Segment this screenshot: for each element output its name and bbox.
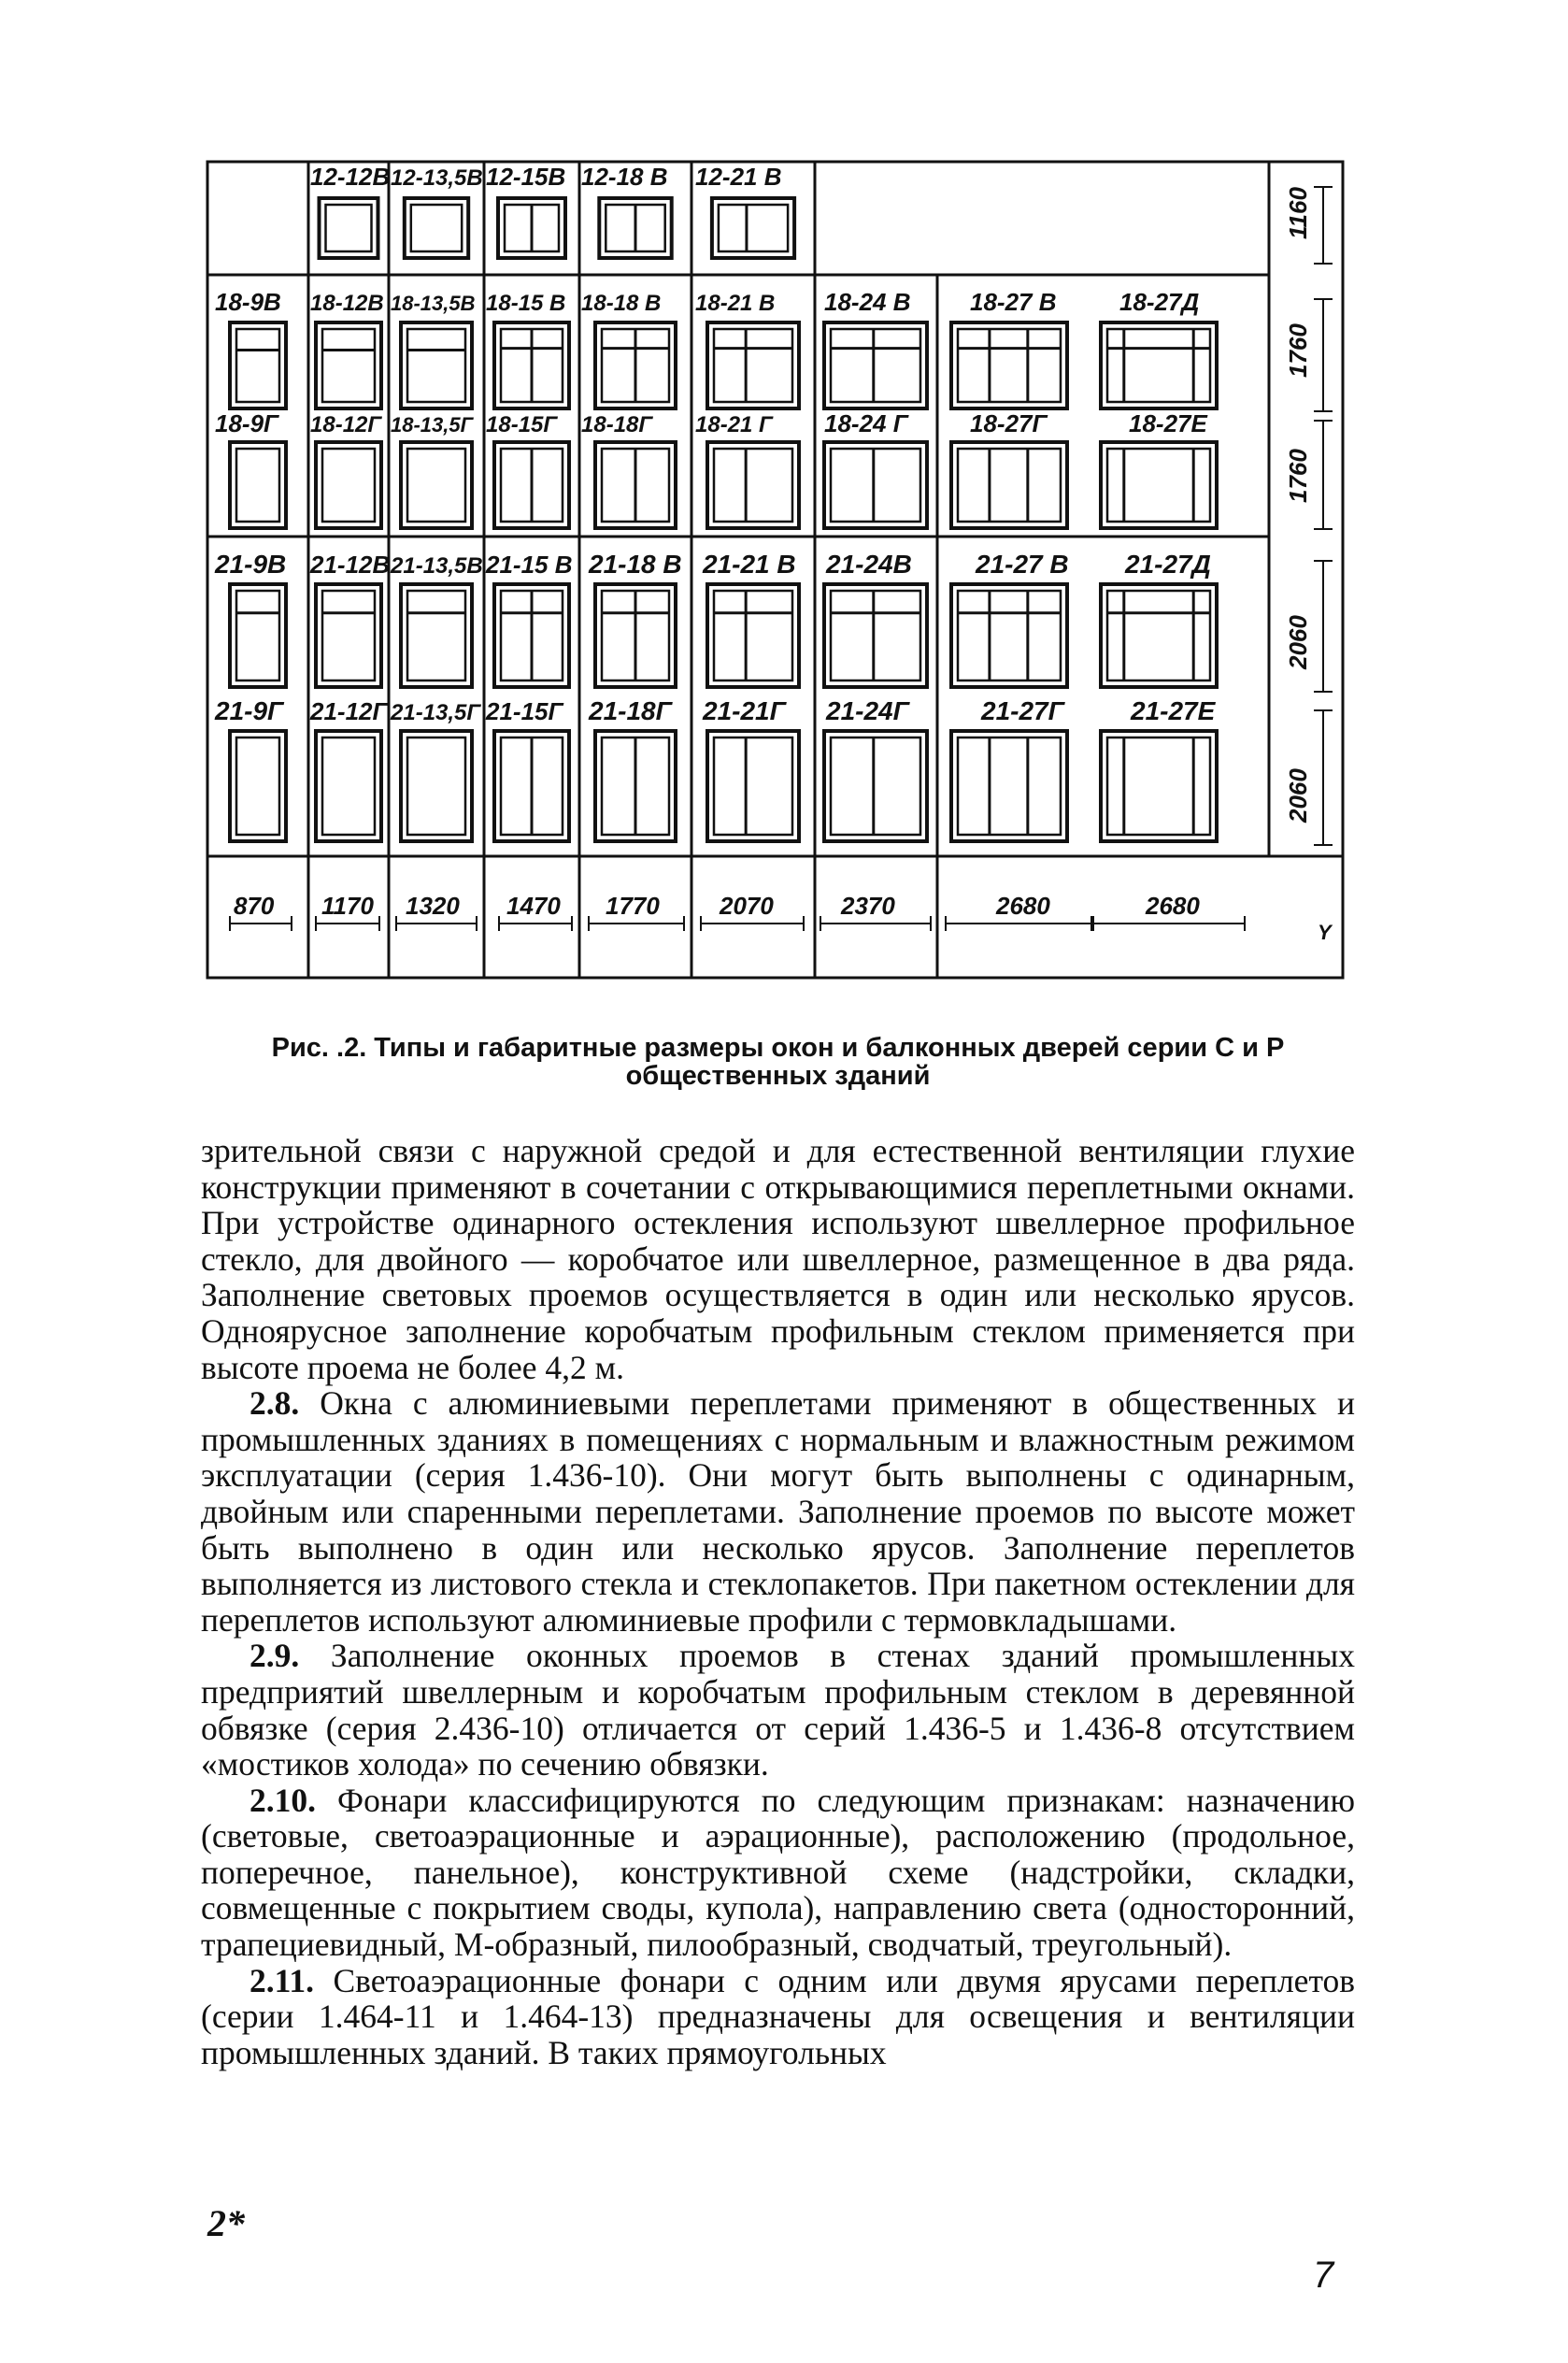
paragraph-text: Светоаэрационные фонари с одним или двумя ярусами переплетов (серии 1.464-11 и 1.464-13) предназначены для освещения и вентиляции промышленных зданий. В таких прямоугольных: [201, 1961, 1355, 2071]
label-21-24v: 21-24В: [826, 550, 912, 579]
window-row2-top-3: [494, 322, 569, 408]
paragraph-2-10: [201, 1783, 1355, 1963]
window-row3-top-8: [1101, 584, 1217, 687]
caption-label: Рис. .2.: [271, 1033, 367, 1063]
height-dim-5: 2060: [1284, 768, 1312, 823]
window-row2-top-7: [951, 322, 1067, 408]
paragraph-number: 2.11.: [249, 1961, 315, 1999]
height-dim-4: 2060: [1284, 615, 1312, 669]
paragraph-text: Окна с алюминиевыми переплетами применяют в общественных и промышленных зданиях в помещениях с нормальным и влажностным режимом эксплуатации (серия 1.436-10). Они могут быть выполнены с одинарным, двойным или спаренными переплетами. Заполнение проемов по высоте может быть выполнено в один или несколько ярусов. Заполнение переплетов выполняется из листового стекла и стеклопакетов. При пакетном остеклении для переплетов используют алюминиевые профили с термовкладышами.: [201, 1384, 1355, 1639]
label-21-21v: 21-21 В: [703, 550, 796, 579]
window-row1-5: [712, 198, 794, 258]
label-18-18g: 18-18Г: [581, 412, 653, 437]
paragraph-number: 2.10.: [249, 1781, 316, 1819]
window-row2-bottom-7: [951, 442, 1067, 528]
label-18-12v: 18-12В: [310, 291, 384, 316]
label-21-12v: 21-12В: [310, 551, 391, 579]
paragraph-text: Заполнение оконных проемов в стенах зданий промышленных предприятий швеллерным и коробчатым профильным стеклом в деревянной обвязке (серия 2.436-10) отличается от серий 1.436-5 и 1.436-8 отсутствием «мостиков холода» по сечению обвязки.: [201, 1637, 1355, 1783]
width-dim-1170: 1170: [321, 892, 374, 920]
label-18-21v: 18-21 В: [695, 291, 776, 316]
caption-text: Типы и габаритные размеры окон и балконных дверей серии С и Р общественных зданий: [374, 1033, 1285, 1091]
width-dim-2370: 2370: [841, 892, 895, 920]
window-row3-top-7: [951, 584, 1067, 687]
window-row3-top-4: [595, 584, 676, 687]
height-dim-1: 1160: [1284, 187, 1312, 239]
label-21-13-5g: 21-13,5Г: [391, 700, 481, 725]
window-row2-bottom-1: [316, 442, 381, 528]
window-row2-top-1: [316, 322, 381, 408]
window-row2-bottom-6: [824, 442, 927, 528]
window-row1-3: [498, 198, 565, 258]
window-row3-top-3: [494, 584, 569, 687]
window-row3-bottom-4: [595, 731, 676, 841]
label-18-13-5g: 18-13,5Г: [391, 413, 474, 437]
window-row3-top-6: [824, 584, 927, 687]
label-12-12v: 12-12В: [310, 163, 391, 191]
label-18-24v: 18-24 В: [824, 288, 911, 316]
label-21-9v: 21-9В: [215, 550, 287, 579]
window-row3-top-1: [316, 584, 381, 687]
window-row2-bottom-3: [494, 442, 569, 528]
label-21-13-5v: 21-13,5В: [391, 553, 483, 579]
label-21-27e: 21-27Е: [1131, 696, 1216, 725]
window-row3-bottom-2: [401, 731, 472, 841]
label-18-18v: 18-18 В: [581, 291, 662, 316]
label-21-15v: 21-15 В: [486, 551, 573, 579]
width-dim-2680-b: 2680: [1146, 892, 1200, 920]
label-18-9v: 18-9В: [215, 288, 281, 316]
label-21-15g: 21-15Г: [486, 697, 563, 725]
label-18-21g: 18-21 Г: [695, 412, 773, 437]
body-text: [201, 1133, 1355, 2070]
window-row3-bottom-1: [316, 731, 381, 841]
label-18-13-5v: 18-13,5В: [391, 292, 476, 315]
label-21-12g: 21-12Г: [310, 697, 388, 725]
label-18-15v: 18-15 В: [486, 291, 566, 316]
label-21-18v: 21-18 В: [589, 550, 682, 579]
label-18-27v: 18-27 В: [970, 288, 1057, 316]
window-row2-top-8: [1101, 322, 1217, 408]
window-row2-bottom-8: [1101, 442, 1217, 528]
label-18-9g: 18-9Г: [215, 409, 278, 437]
window-types-figure: [206, 159, 1346, 981]
paragraph-text: Фонари классифицируются по следующим признакам: назначению (световые, светоаэрационные и аэрационные), расположению (продольное, поперечное, панельное), конструктивной схеме (надстройки, складки, совмещенные с покрытием своды, купола), направлению света (односторонний, трапециевидный, М-образный, пилообразный, сводчатый, треугольный).: [201, 1781, 1356, 1964]
label-18-15g: 18-15Г: [486, 412, 558, 437]
width-dim-870: 870: [234, 892, 275, 920]
label-12-18v: 12-18 В: [581, 163, 668, 191]
label-21-27g: 21-27Г: [981, 696, 1064, 725]
label-21-24g: 21-24Г: [826, 696, 909, 725]
height-dim-3: 1760: [1284, 449, 1312, 503]
label-12-15v: 12-15В: [486, 163, 566, 191]
window-row3-top-2: [401, 584, 472, 687]
paragraph-continuation: [201, 1133, 1355, 1385]
label-21-9g: 21-9Г: [215, 696, 284, 725]
window-row3-bottom-8: [1101, 731, 1217, 841]
window-row2-bottom-0: [230, 442, 286, 528]
window-row3-bottom-6: [824, 731, 927, 841]
width-dim-1470: 1470: [506, 892, 561, 920]
window-row2-bottom-4: [595, 442, 676, 528]
signature-mark: 2*: [207, 2202, 245, 2244]
window-row2-bottom-5: [707, 442, 799, 528]
label-21-27d: 21-27Д: [1125, 550, 1211, 579]
paragraph-2-9: [201, 1638, 1355, 1782]
window-row2-bottom-2: [401, 442, 472, 528]
page-number: 7: [1313, 2255, 1334, 2296]
window-row2-top-6: [824, 322, 927, 408]
label-21-21g: 21-21Г: [703, 696, 786, 725]
paragraph-text: зрительной связи с наружной средой и для естественной вентиляции глухие конструкции применяют в сочетании с открывающимися переплетными окнами. При устройстве одинарного остекления используют швеллерное профильное стекло, для двойного — коробчатое или швеллерное, размещенное в два ряда. Заполнение световых проемов осуществляется в один или несколько ярусов. Одноярусное заполнение коробчатым профильным стеклом применяется при высоте проема не более 4,2 м.: [201, 1132, 1355, 1386]
label-18-12g: 18-12Г: [310, 412, 382, 437]
label-18-27g: 18-27Г: [970, 409, 1048, 437]
paragraph-2-11: [201, 1963, 1355, 2071]
window-row2-top-0: [230, 322, 286, 408]
label-12-21v: 12-21 В: [695, 163, 782, 191]
width-dim-1320: 1320: [406, 892, 460, 920]
window-row3-top-0: [230, 584, 286, 687]
window-row3-bottom-3: [494, 731, 569, 841]
label-18-24g: 18-24 Г: [824, 409, 908, 437]
label-21-27v: 21-27 В: [976, 550, 1069, 579]
height-dim-2: 1760: [1284, 323, 1312, 378]
label-21-18g: 21-18Г: [589, 696, 672, 725]
label-18-27d: 18-27Д: [1119, 288, 1200, 316]
window-row3-bottom-7: [951, 731, 1067, 841]
window-row3-bottom-5: [707, 731, 799, 841]
corner-mark: Y: [1318, 921, 1332, 944]
width-dim-1770: 1770: [606, 892, 660, 920]
window-row1-1: [320, 198, 378, 258]
paragraph-2-8: [201, 1385, 1355, 1638]
paragraph-number: 2.8.: [249, 1384, 300, 1423]
width-dim-2070: 2070: [720, 892, 774, 920]
window-row3-bottom-0: [230, 731, 286, 841]
label-18-27e: 18-27Е: [1129, 409, 1207, 437]
width-dim-2680-a: 2680: [996, 892, 1050, 920]
paragraph-number: 2.9.: [249, 1637, 300, 1675]
label-12-13-5v: 12-13,5В: [391, 165, 483, 191]
window-row1-2: [405, 198, 468, 258]
window-row2-top-4: [595, 322, 676, 408]
figure-caption: [201, 1034, 1355, 1090]
window-row2-top-5: [707, 322, 799, 408]
window-row1-4: [599, 198, 671, 258]
window-row3-top-5: [707, 584, 799, 687]
window-row2-top-2: [401, 322, 472, 408]
